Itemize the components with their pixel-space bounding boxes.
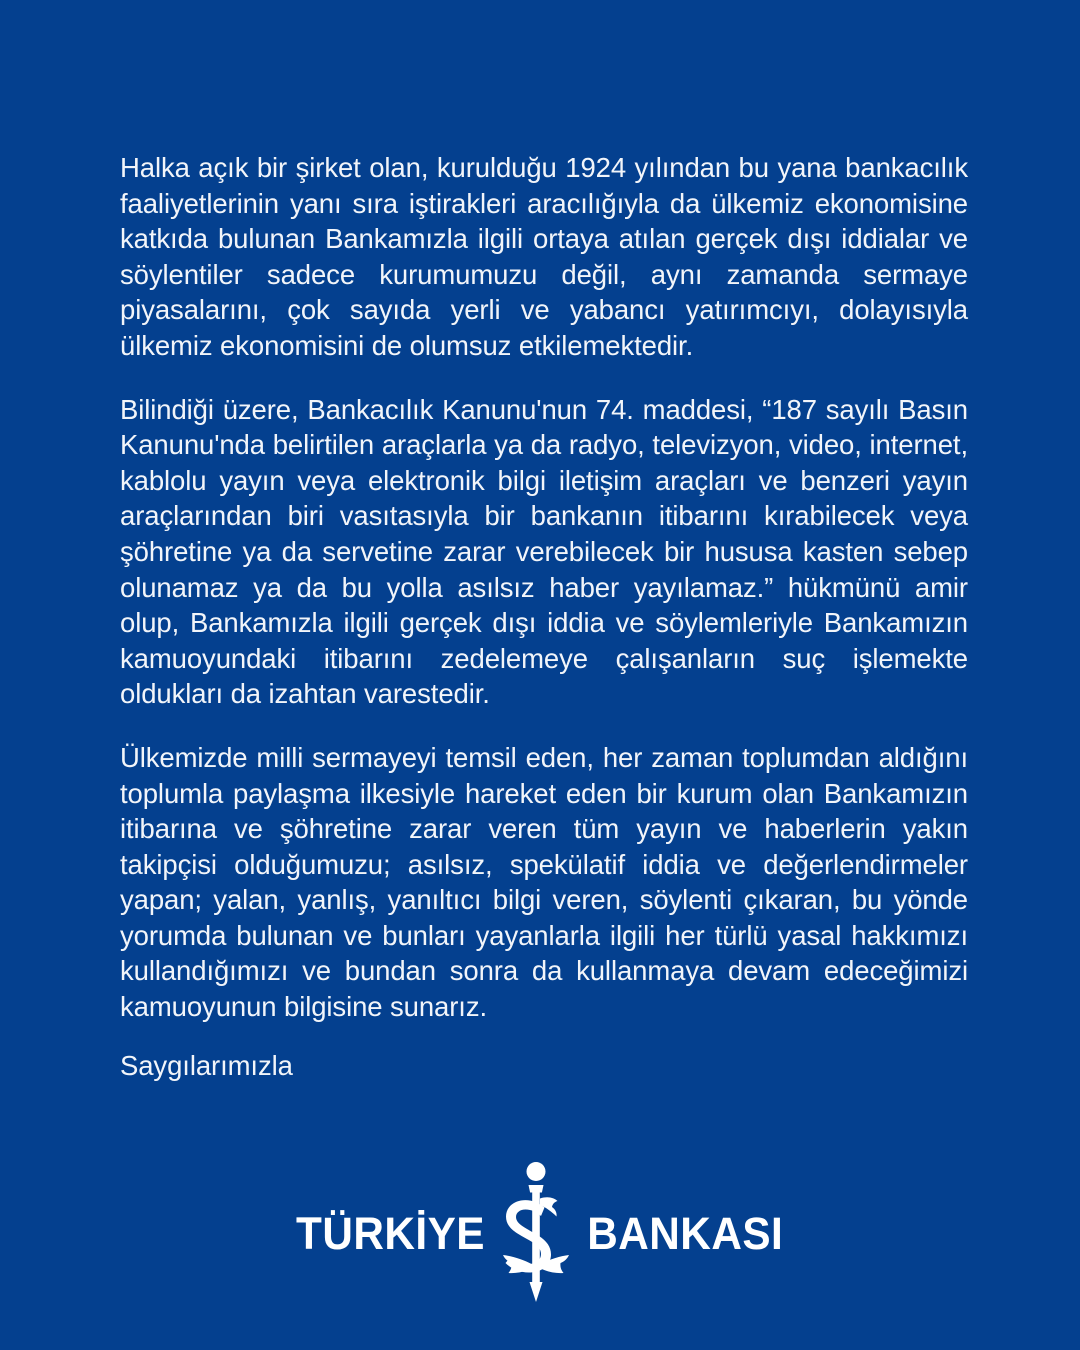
statement-paragraph-3: Ülkemizde milli sermayeyi temsil eden, her zaman toplumdan aldığını toplumla paylaşma ilkesiyle hareket eden bir kurum olan Bankamızın itibarına ve şöhretine zarar veren tüm yayın ve haberlerin yakın takipçisi olduğumuzu; asılsız, spekülatif iddia ve değerlendirmeler yapan; yalan, yanlış, yanıltıcı bilgi veren, söylenti çıkaran, bu yönde yorumda bulunan ve bunları yayanlarla ilgili her türlü yasal hakkımızı kullandığımızı ve bundan sonra da kullanmaya devam edeceğimizi kamuoyunun bilgisine sunarız. (120, 741, 968, 1023)
statement-signoff: Saygılarımızla (120, 1050, 293, 1081)
brand-word-bankasi: BANKASI (587, 1207, 784, 1259)
statement-paragraph-1: Halka açık bir şirket olan, kurulduğu 1924 yılından bu yana bankacılık faaliyetlerinin yanı sıra iştirakleri aracılığıyla da ülkemiz ekonomisine katkıda bulunan Bankamızla ilgili ortaya atılan gerçek dışı iddialar ve söylentiler sadece kurumumuzu değil, aynı zamanda sermaye piyasalarını, çok sayıda yerli ve yabancı yatırımcıyı, dolayısıyla ülkemiz ekonomisini de olumsuz etkilemektedir. (120, 152, 968, 361)
statement-body (120, 150, 968, 1025)
statement-paragraph-2: Bilindiği üzere, Bankacılık Kanunu'nun 74. maddesi, “187 sayılı Basın Kanunu'nda belirtilen araçlarla ya da radyo, televizyon, video, internet, kablolu yayın veya elektronik bilgi iletişim araçları ve benzeri yayın araçlarından biri vasıtasıyla bir bankanın itibarını kırabilecek veya şöhretine ya da servetine zarar verebilecek bir hususa kasten sebep olunamaz ya da bu yolla asılsız haber yayılamaz.” hükmünü amir olup, Bankamızla ilgili gerçek dışı iddia ve söylemleriyle Bankamızın kamuoyundaki itibarını zedelemeye çalışanların suç işlemekte oldukları da izahtan varestedir. (120, 393, 968, 710)
brand-word-turkiye: TÜRKİYE (296, 1207, 486, 1259)
brand-lockup (0, 1158, 1080, 1308)
is-bankasi-anchor-monogram-icon (497, 1158, 575, 1308)
